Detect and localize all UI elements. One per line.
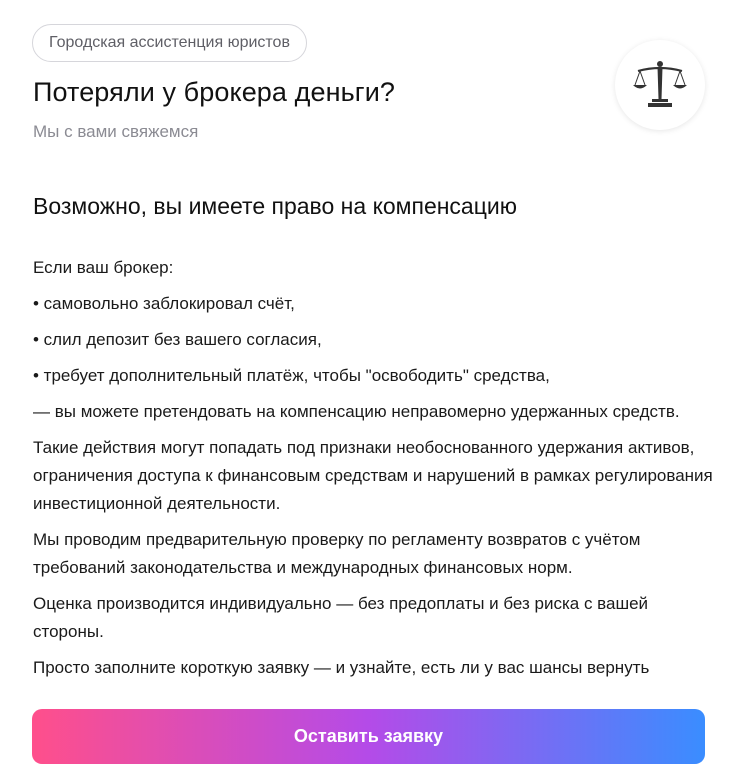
paragraph: Мы проводим предварительную проверку по регламенту возвратов с учётом требований законодательства и международных финансовых норм. xyxy=(33,530,641,577)
paragraph: Такие действия могут попадать под признаки необоснованного удержания активов, ограничения доступа к финансовым средствам и нарушений в рамках регулирования инвестиционной деятельности. xyxy=(33,438,713,513)
conclusion-text: — вы можете претендовать на компенсацию неправомерно удержанных средств. xyxy=(33,402,680,421)
section-title: Возможно, вы имеете право на компенсацию xyxy=(33,193,517,219)
scales-of-justice-icon xyxy=(630,55,690,115)
description-text xyxy=(33,254,713,690)
intro-text: Если ваш брокер: xyxy=(33,258,174,277)
paragraph: Оценка производится индивидуально — без предоплаты и без риска с вашей стороны. xyxy=(33,594,649,641)
page-subtitle: Мы с вами свяжемся xyxy=(33,122,199,141)
submit-request-button[interactable]: Оставить заявку xyxy=(32,709,705,764)
logo-avatar xyxy=(615,40,705,130)
page-title: Потеряли у брокера деньги? xyxy=(33,77,396,107)
bullet-item: • самовольно заблокировал счёт, xyxy=(33,294,295,313)
bullet-item: • требует дополнительный платёж, чтобы "освободить" средства, xyxy=(33,366,550,385)
bullet-item: • слил депозит без вашего согласия, xyxy=(33,330,322,349)
paragraph: Просто заполните короткую заявку — и узнайте, есть ли у вас шансы вернуть xyxy=(33,658,650,677)
brand-chip: Городская ассистенция юристов xyxy=(32,24,307,62)
